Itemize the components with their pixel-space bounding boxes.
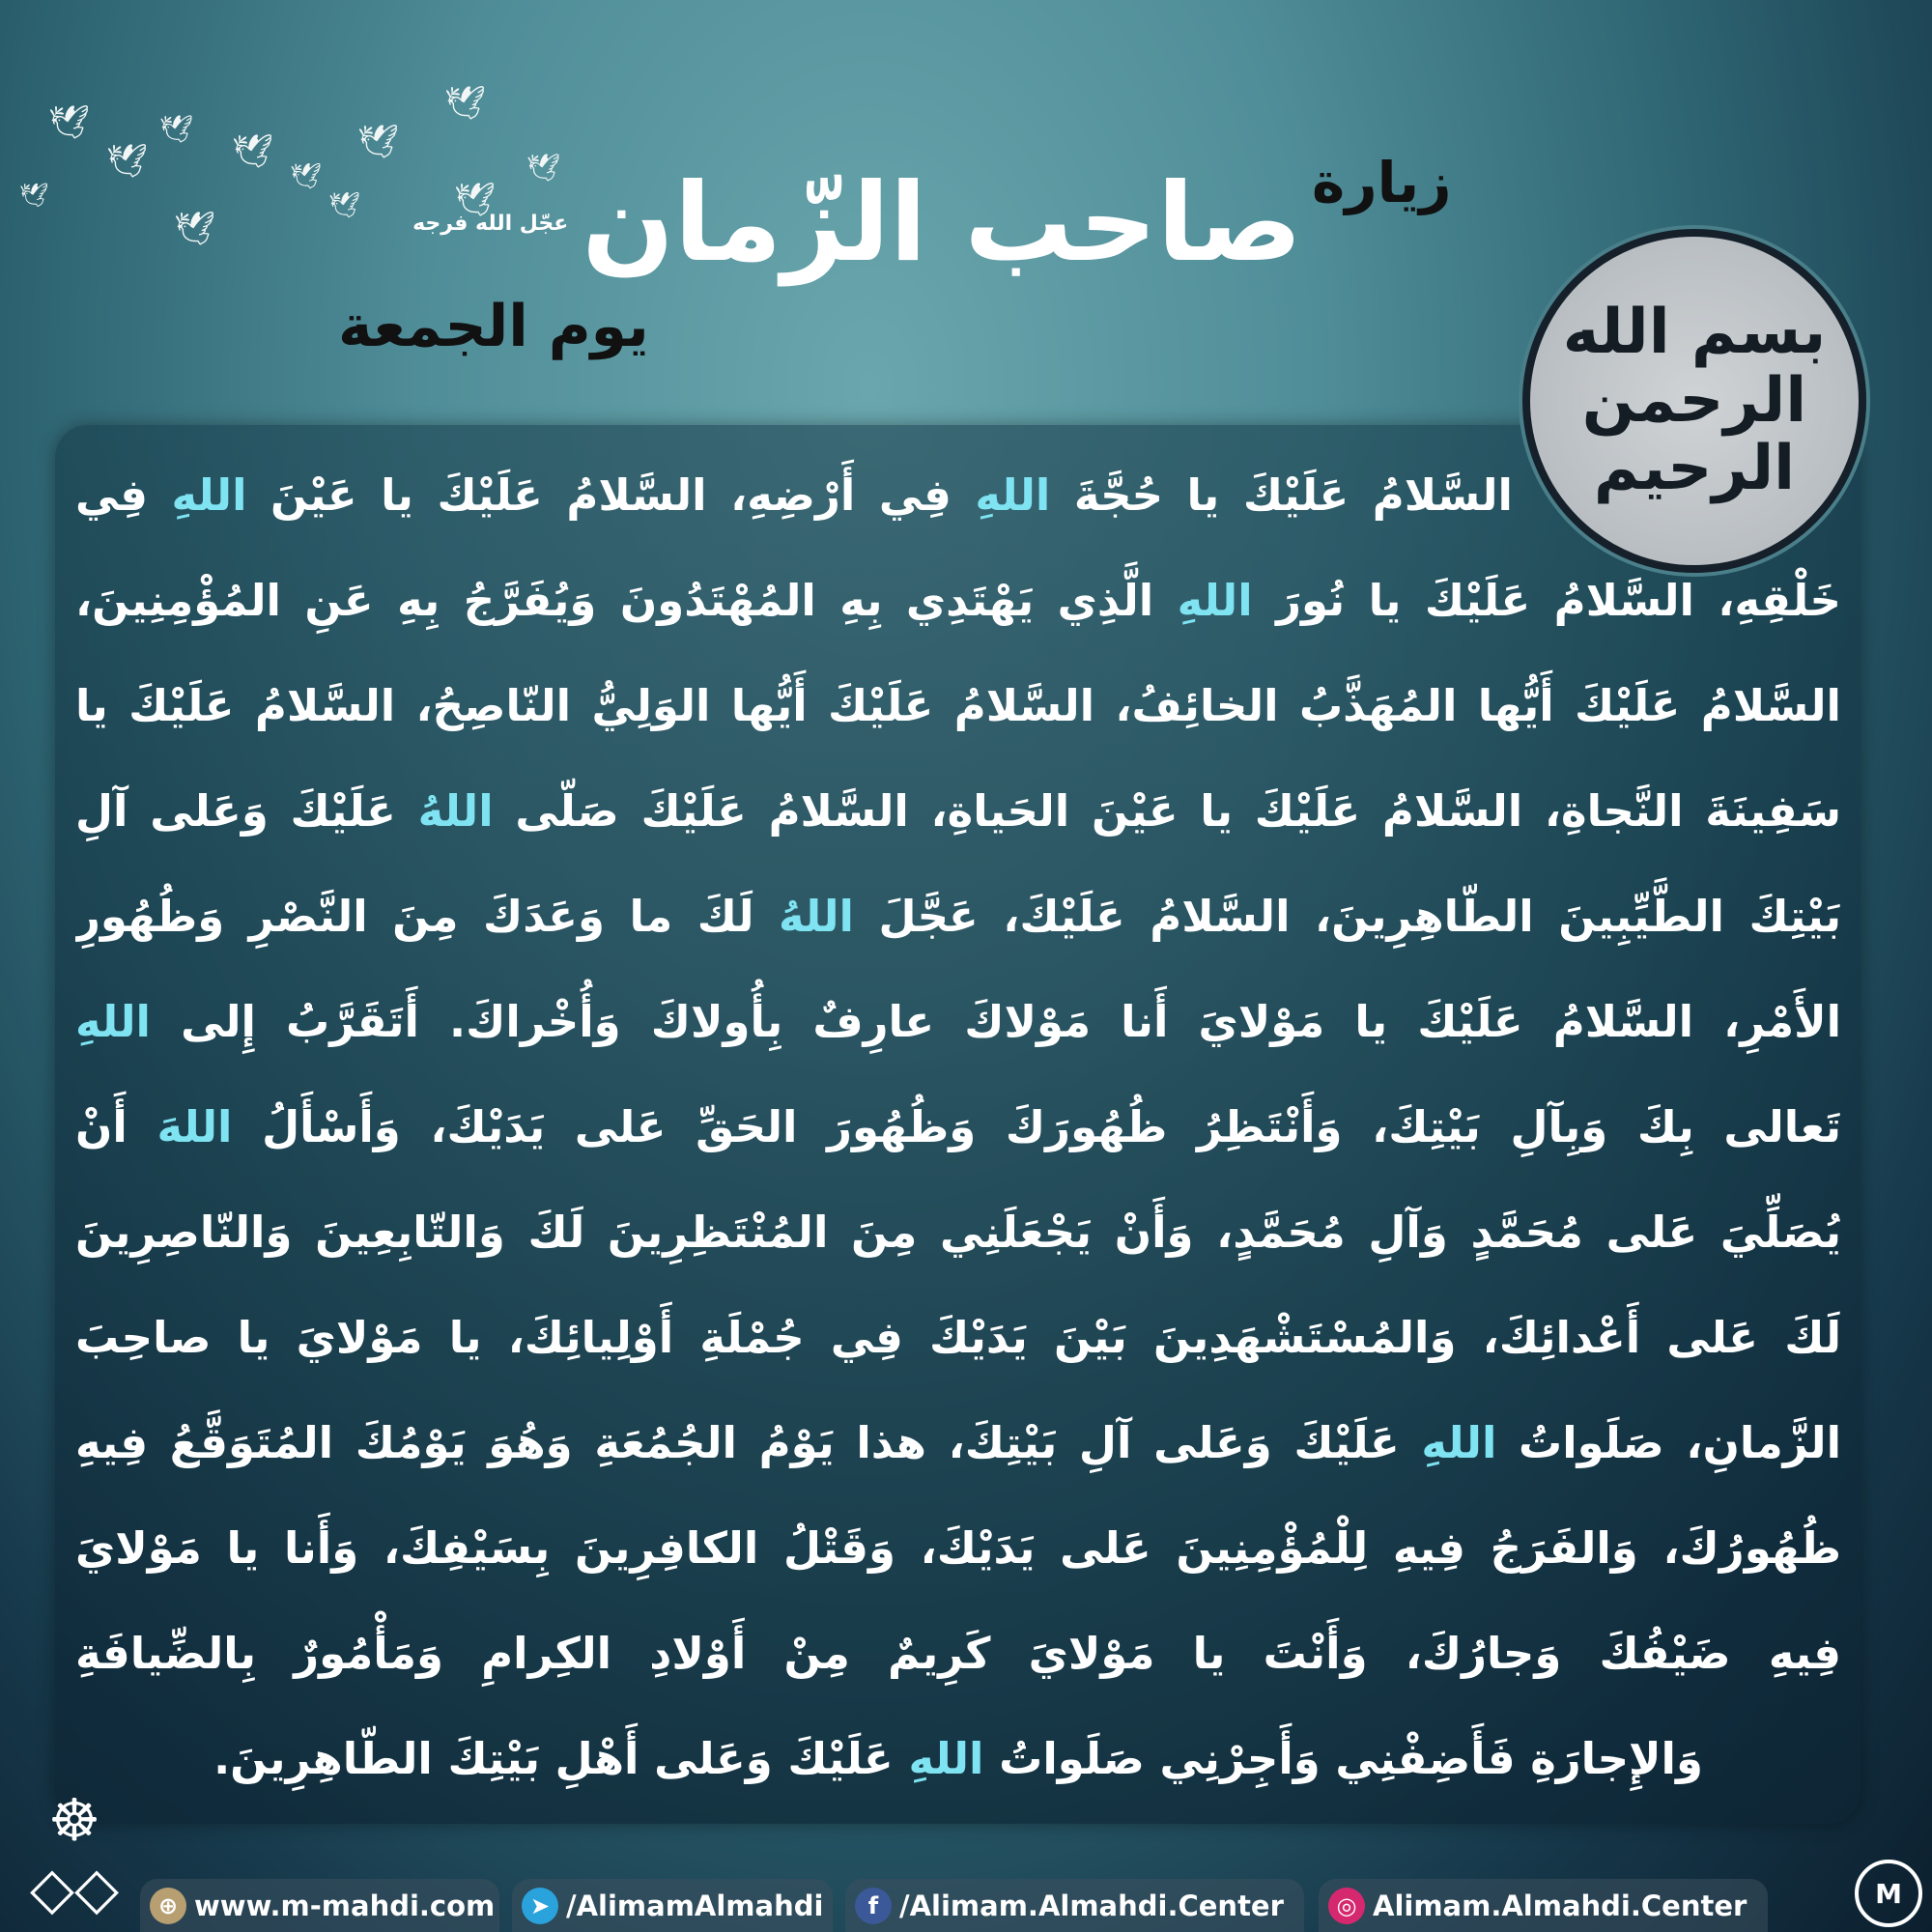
ziyara-text bbox=[75, 442, 1841, 1811]
text-segment: وَالإِجارَةِ فَأَضِفْنِي وَأَجِرْنِي صَلَواتُ bbox=[983, 1733, 1703, 1784]
highlighted-word: اللهِ bbox=[75, 996, 151, 1047]
brand-logo-icon bbox=[1855, 1860, 1922, 1927]
text-segment: فِي bbox=[75, 469, 172, 521]
text-segment: الأَمْرِ، السَّلامُ عَلَيْكَ يا مَوْلايَ أَنا مَوْلاكَ عارِفٌ بِأُولاكَ وَأُخْراكَ. أَتَقَرَّبُ إِلى bbox=[150, 996, 1841, 1047]
highlighted-word: اللهُ bbox=[778, 891, 854, 942]
text-segment: الَّذِي يَهْتَدِي بِهِ المُهْتَدُونَ وَيُفَرَّجُ بِهِ عَنِ المُؤْمِنِينَ، bbox=[75, 575, 1178, 626]
text-line-content bbox=[75, 996, 1841, 1047]
text-line-content bbox=[75, 1207, 1841, 1258]
highlighted-word: اللهِ bbox=[171, 469, 247, 521]
footer-link-globe[interactable] bbox=[140, 1879, 499, 1932]
brand-logo-letter: M bbox=[1875, 1877, 1902, 1910]
text-segment: لَكَ عَلى أَعْدائِكَ، وَالمُسْتَشْهَدِينَ بَيْنَ يَدَيْكَ فِي جُمْلَةِ أَوْلِيائِكَ، يا مَوْلايَ يا صاحِبَ bbox=[75, 1312, 1841, 1363]
basmala-seal bbox=[1522, 229, 1866, 573]
text-segment: لَكَ ما وَعَدَكَ مِنَ النَّصْرِ وَظُهُورِ bbox=[75, 891, 779, 942]
text-line bbox=[75, 653, 1841, 758]
bird-icon: 🕊 bbox=[526, 152, 561, 184]
text-segment: فِيهِ ضَيْفُكَ وَجارُكَ، وَأَنْتَ يا مَوْلايَ كَرِيمٌ مِنْ أَوْلادِ الكِرامِ وَمَأْمُورٌ بِالضِّيافَةِ bbox=[75, 1628, 1841, 1679]
text-line-content bbox=[75, 1101, 1841, 1152]
facebook-icon: f bbox=[855, 1888, 892, 1924]
text-segment: يُصَلِّيَ عَلى مُحَمَّدٍ وَآلِ مُحَمَّدٍ، وَأَنْ يَجْعَلَنِي مِنَ المُنْتَظِرِينَ لَكَ وَالتّابِعِينَ وَالنّاصِرِينَ bbox=[75, 1207, 1841, 1258]
text-line bbox=[75, 1285, 1841, 1390]
text-segment: تَعالى بِكَ وَبِآلِ بَيْتِكَ، وَأَنْتَظِرُ ظُهُورَكَ وَظُهُورَ الحَقِّ عَلى يَدَيْكَ، وَأَسْأَلُ bbox=[232, 1101, 1841, 1152]
text-segment: أَنْ bbox=[75, 1101, 157, 1152]
bird-icon: 🕊 bbox=[232, 132, 274, 171]
text-line bbox=[75, 758, 1841, 864]
text-line-content bbox=[75, 575, 1841, 626]
ziyara-label: زيارة bbox=[1312, 150, 1452, 215]
bird-icon: 🕊 bbox=[290, 162, 323, 191]
text-segment: الزَّمانِ، صَلَواتُ bbox=[1496, 1417, 1841, 1468]
bird-icon: 🕊 bbox=[328, 191, 361, 220]
text-segment: السَّلامُ عَلَيْكَ أَيُّها المُهَذَّبُ الخائِفُ، السَّلامُ عَلَيْكَ أَيُّها الوَلِيُّ النّاصِحُ، السَّلامُ عَلَيْكَ يا bbox=[75, 680, 1841, 731]
text-line-content bbox=[75, 1417, 1841, 1468]
text-segment: عَلَيْكَ وَعَلى أَهْلِ بَيْتِكَ الطّاهِرِينَ. bbox=[213, 1733, 909, 1784]
bird-icon: 🕊 bbox=[106, 142, 149, 181]
bird-icon: 🕊 bbox=[444, 84, 487, 123]
text-segment: ظُهُورُكَ، وَالفَرَجُ فِيهِ لِلْمُؤْمِنِينَ عَلى يَدَيْكَ، وَقَتْلُ الكافِرِينَ بِسَيْفِكَ، وَأَنا يا مَوْلايَ bbox=[75, 1522, 1841, 1574]
highlighted-word: اللهَ bbox=[156, 1101, 233, 1152]
bird-icon: 🕊 bbox=[19, 182, 49, 209]
telegram-icon: ➤ bbox=[522, 1888, 558, 1924]
text-line bbox=[75, 1495, 1841, 1601]
text-line bbox=[75, 1706, 1841, 1811]
text-line-content bbox=[75, 891, 1841, 942]
footer-link-instagram[interactable] bbox=[1319, 1879, 1768, 1932]
footer-link-label: /Alimam.Almahdi.Center bbox=[899, 1889, 1284, 1922]
title-row bbox=[412, 160, 1302, 287]
text-line-content bbox=[75, 469, 1513, 521]
text-line bbox=[75, 864, 1841, 969]
text-line bbox=[75, 1601, 1841, 1706]
highlighted-word: اللهِ bbox=[1177, 575, 1253, 626]
footer-link-label: Alimam.Almahdi.Center bbox=[1373, 1889, 1747, 1922]
bird-icon: 🕊 bbox=[357, 123, 400, 161]
footer-link-telegram[interactable] bbox=[512, 1879, 833, 1932]
page-title: صاحب الزّمان bbox=[582, 160, 1302, 287]
text-line-content bbox=[75, 680, 1841, 731]
bird-icon: 🕊 bbox=[159, 113, 194, 145]
highlighted-word: اللهِ bbox=[975, 469, 1051, 521]
page-subtitle: يوم الجمعة bbox=[338, 293, 649, 360]
instagram-icon: ◎ bbox=[1328, 1888, 1365, 1924]
highlighted-word: اللهِ bbox=[1421, 1417, 1497, 1468]
honorific-emblem: عجّل الله فرجه bbox=[412, 211, 569, 236]
text-segment: خَلْقِهِ، السَّلامُ عَلَيْكَ يا نُورَ bbox=[1252, 575, 1841, 626]
text-line-content bbox=[75, 1628, 1841, 1679]
text-line-content bbox=[75, 1522, 1841, 1574]
bird-icon: 🕊 bbox=[48, 103, 91, 142]
text-segment: سَفِينَةَ النَّجاةِ، السَّلامُ عَلَيْكَ يا عَيْنَ الحَياةِ، السَّلامُ عَلَيْكَ صَلّى bbox=[493, 785, 1841, 837]
text-segment: السَّلامُ عَلَيْكَ يا حُجَّةَ bbox=[1050, 469, 1513, 521]
text-line bbox=[75, 1390, 1841, 1495]
text-segment: فِي أَرْضِهِ، السَّلامُ عَلَيْكَ يا عَيْنَ bbox=[246, 469, 976, 521]
footer-link-label: /AlimamAlmahdi bbox=[566, 1889, 824, 1922]
text-segment: عَلَيْكَ وَعَلى آلِ bbox=[75, 785, 418, 837]
bird-icon: 🕊 bbox=[174, 210, 216, 248]
text-line-content bbox=[75, 1312, 1841, 1363]
bird-icon: 🕊 bbox=[454, 181, 497, 219]
center-logo-icon: ☸ ◇◇ bbox=[29, 1787, 120, 1922]
highlighted-word: اللهُ bbox=[417, 785, 494, 837]
globe-icon: ⊕ bbox=[150, 1888, 186, 1924]
footer-link-facebook[interactable] bbox=[845, 1879, 1304, 1932]
footer-link-label: www.m-mahdi.com bbox=[194, 1889, 496, 1922]
text-line bbox=[75, 548, 1841, 653]
text-segment: عَلَيْكَ وَعَلى آلِ بَيْتِكَ، هذا يَوْمُ الجُمُعَةِ وَهُوَ يَوْمُكَ المُتَوَقَّعُ فِيهِ bbox=[75, 1417, 1422, 1468]
text-line bbox=[75, 1179, 1841, 1285]
text-line-content bbox=[213, 1733, 1703, 1784]
text-line bbox=[75, 1074, 1841, 1179]
highlighted-word: اللهِ bbox=[908, 1733, 984, 1784]
text-line-content bbox=[75, 785, 1841, 837]
text-line bbox=[75, 442, 1513, 548]
text-segment: بَيْتِكَ الطَّيِّبِينَ الطّاهِرِينَ، السَّلامُ عَلَيْكَ، عَجَّلَ bbox=[853, 891, 1841, 942]
text-line bbox=[75, 969, 1841, 1074]
basmala-text: بسم الله الرحمن الرحيم bbox=[1562, 297, 1827, 505]
